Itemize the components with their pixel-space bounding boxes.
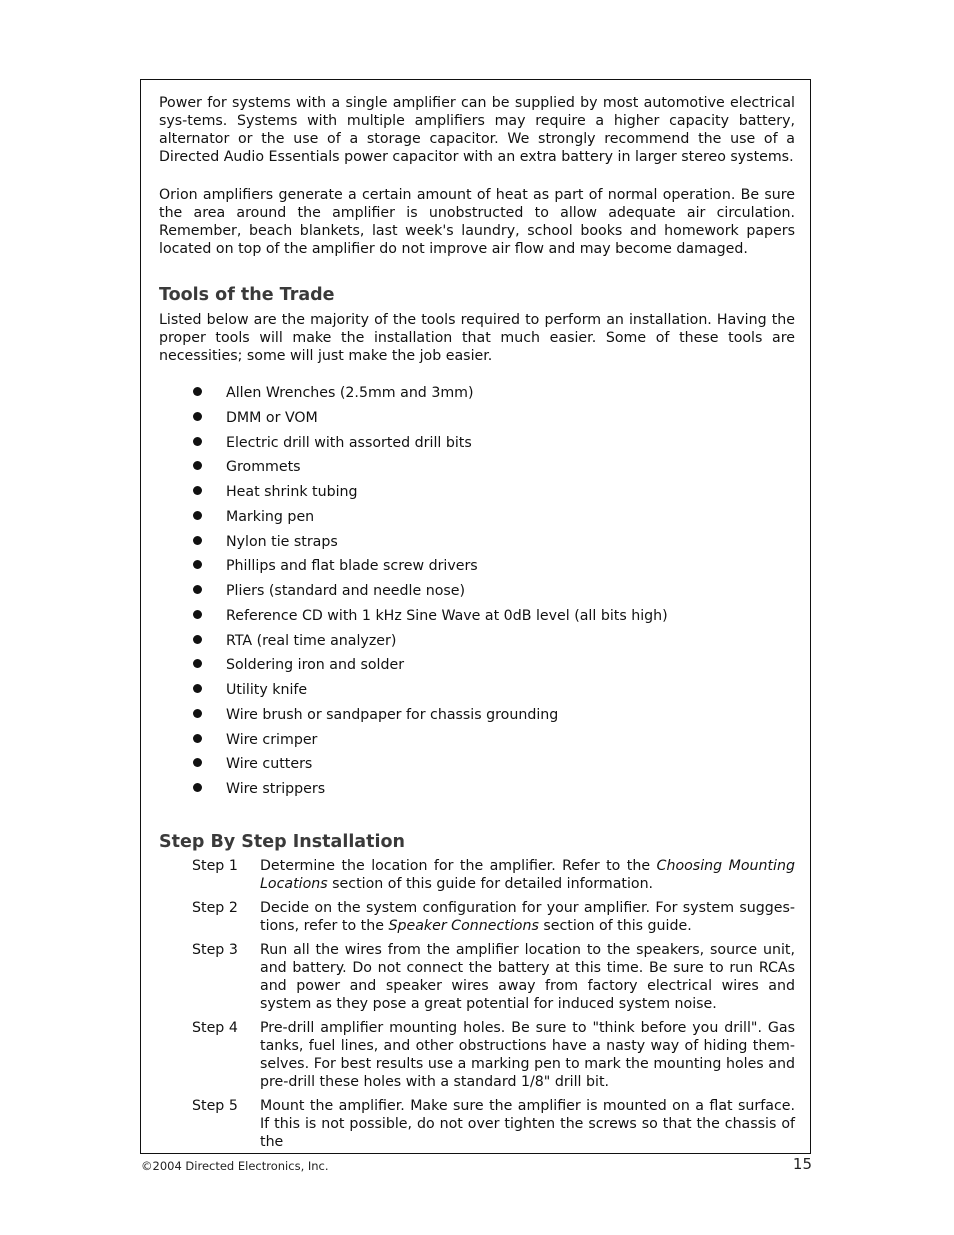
tool-label: Heat shrink tubing (226, 484, 358, 500)
footer-copyright: ©2004 Directed Electronics, Inc. (141, 1159, 329, 1173)
intro-paragraph-heat: Orion amplifiers generate a certain amount of heat as part of normal operation. Be sure the area around the amplifier is unobstructed to allow adequate air circulation. Remember, beach blankets, last week's laundry, school books and homework papers located on top of the amplifier do not improve air flow and may become damaged. (159, 187, 795, 257)
step-label: Step 2 (192, 899, 238, 916)
tool-label: Nylon tie straps (226, 533, 338, 550)
step-text-tail: section of this guide. (538, 917, 692, 934)
step-label: Step 4 (192, 1019, 238, 1036)
step-text-reference: Speaker Connections (388, 917, 539, 934)
tool-label: DMM or VOM (226, 409, 318, 426)
step-label: Step 1 (192, 857, 238, 874)
tool-label: Soldering iron and solder (226, 657, 405, 674)
tools-intro: Listed below are the majority of the tools required to perform an installation. Having the proper tools will make the installation that much easier. Some of these tools are necessities; some will just make the job easier. (159, 312, 795, 364)
tool-list-item (159, 607, 795, 632)
tool-label: Electric drill with assorted drill bits (226, 434, 472, 451)
tool-list-item (159, 409, 795, 434)
step-text-main: Pre-drill amplifier mounting holes. Be sure to "think before you drill". Gas tanks, fuel lines, and other obstructions have a nasty way of hiding them-selves. For best results use a marking pen to mark the mounting holes and pre-drill these holes with a standard 1/8" drill bit. (260, 1019, 795, 1090)
tool-label: Reference CD with 1 kHz Sine Wave at 0dB level (all bits high) (226, 607, 668, 624)
step-label: Step 5 (192, 1097, 238, 1114)
step-text (260, 899, 795, 935)
step-text (260, 941, 795, 1013)
tool-list-item (159, 434, 795, 459)
tool-list-item (159, 681, 795, 706)
tool-list-item (159, 458, 795, 483)
tool-label: Allen Wrenches (2.5mm and 3mm) (226, 385, 474, 401)
step-label: Step 3 (192, 941, 238, 958)
step-text (260, 1019, 795, 1091)
page-content (159, 94, 795, 1157)
bullet-icon (193, 758, 202, 767)
step-text-main: Determine the location for the amplifier. Refer to the (260, 857, 657, 874)
tool-list-item (159, 755, 795, 780)
bullet-icon (193, 536, 202, 545)
tool-list-item (159, 706, 795, 731)
steps-list (159, 857, 795, 1151)
tool-label: RTA (real time analyzer) (226, 632, 397, 649)
tool-list-item (159, 483, 795, 508)
step-text-main: Mount the amplifier. Make sure the amplifier is mounted on a flat surface. If this is not possible, do not over tighten the screws so that the chassis of the (260, 1097, 795, 1150)
page-number: 15 (792, 1155, 812, 1173)
tool-list-item (159, 582, 795, 607)
tool-list-item (159, 533, 795, 558)
step-item (159, 1097, 795, 1151)
steps-heading: Step By Step Installation (159, 831, 405, 852)
bullet-icon (193, 412, 202, 421)
step-text-reference: Choosing Mounting Locations (260, 857, 795, 892)
step-item (159, 899, 795, 935)
tool-label: Wire strippers (226, 781, 326, 797)
step-text-main: Decide on the system configuration for your amplifier. For system sugges-tions, refer to the (260, 899, 795, 934)
tool-list-item (159, 780, 795, 805)
tool-label: Marking pen (226, 508, 315, 525)
tools-list (159, 384, 795, 805)
tool-list-item (159, 384, 795, 409)
tool-label: Phillips and flat blade screw drivers (226, 558, 478, 575)
bullet-icon (193, 659, 202, 668)
tool-label: Wire brush or sandpaper for chassis grounding (226, 706, 559, 723)
step-text-main: Run all the wires from the amplifier location to the speakers, source unit, and battery. Do not connect the battery at this time. Be sure to run RCAs and power and speaker wires away from factory electrical wires and system as they pose a great potential for induced system noise. (260, 941, 795, 1012)
bullet-icon (193, 610, 202, 619)
tool-list-item (159, 508, 795, 533)
bullet-icon (193, 437, 202, 446)
tool-list-item (159, 656, 795, 681)
bullet-icon (193, 734, 202, 743)
step-text (260, 857, 795, 893)
bullet-icon (193, 511, 202, 520)
tool-list-item (159, 557, 795, 582)
step-text-tail: section of this guide for detailed information. (327, 875, 654, 892)
intro-paragraph-power: Power for systems with a single amplifier can be supplied by most automotive electrical sys-tems. Systems with multiple amplifiers may require a higher capacity battery, alternator or the use of a storage capacitor. We strongly recommend the use of a Directed Audio Essentials power capacitor with an extra battery in larger stereo systems. (159, 95, 795, 165)
tool-label: Wire cutters (226, 756, 313, 773)
tool-list-item (159, 731, 795, 756)
tools-heading: Tools of the Trade (159, 285, 335, 305)
step-item (159, 1019, 795, 1091)
tool-label: Utility knife (226, 682, 308, 698)
tool-list-item (159, 632, 795, 657)
tool-label: Grommets (226, 459, 301, 476)
step-item (159, 857, 795, 893)
step-text (260, 1097, 795, 1151)
bullet-icon (193, 486, 202, 495)
bullet-icon (193, 684, 202, 693)
step-item (159, 941, 795, 1013)
bullet-icon (193, 560, 202, 569)
bullet-icon (193, 461, 202, 470)
bullet-icon (193, 585, 202, 594)
bullet-icon (193, 635, 202, 644)
tool-label: Wire crimper (226, 731, 318, 748)
bullet-icon (193, 387, 202, 396)
tool-label: Pliers (standard and needle nose) (226, 583, 466, 599)
bullet-icon (193, 783, 202, 792)
bullet-icon (193, 709, 202, 718)
